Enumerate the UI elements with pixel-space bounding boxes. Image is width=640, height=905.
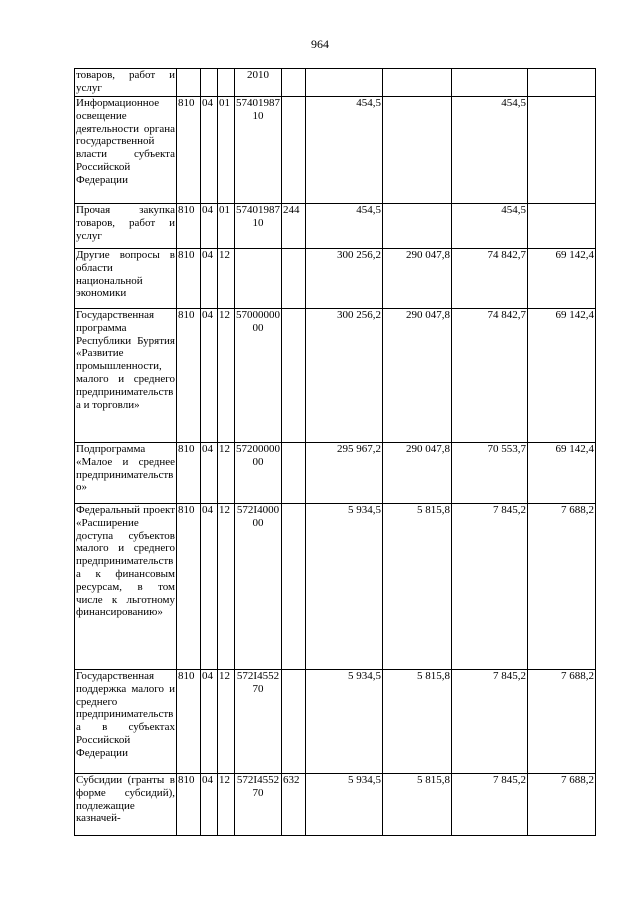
- rz-code: 04: [201, 443, 218, 504]
- vr-code: [282, 443, 306, 504]
- page-number: 964: [311, 37, 329, 51]
- rz-code: 04: [201, 309, 218, 443]
- csr-code: 572I455270: [235, 670, 282, 774]
- row-name: товаров, работ и услуг: [75, 69, 177, 97]
- amount-4: 7 688,2: [528, 504, 596, 670]
- amount-1: 454,5: [306, 204, 383, 249]
- amount-2: 5 815,8: [383, 774, 452, 836]
- amount-3: 70 553,7: [452, 443, 528, 504]
- amount-2: [383, 97, 452, 204]
- csr-code: 5740198710: [235, 204, 282, 249]
- table-row: [75, 97, 596, 204]
- vr-code: [282, 670, 306, 774]
- amount-4: 7 688,2: [528, 670, 596, 774]
- amount-4: 69 142,4: [528, 309, 596, 443]
- table-row: [75, 774, 596, 836]
- pr-code: 01: [218, 204, 235, 249]
- amount-4: 69 142,4: [528, 249, 596, 309]
- amount-1: 5 934,5: [306, 774, 383, 836]
- row-name: Государственная программа Республики Бурятия «Развитие промышленности, малого и среднего предпринимательства и торговли»: [75, 309, 177, 443]
- ved-code: [177, 69, 201, 97]
- table-row: [75, 504, 596, 670]
- amount-2: 290 047,8: [383, 443, 452, 504]
- csr-code: 572I455270: [235, 774, 282, 836]
- csr-code: 5720000000: [235, 443, 282, 504]
- amount-1: [306, 69, 383, 97]
- csr-code: 2010: [235, 69, 282, 97]
- rz-code: 04: [201, 97, 218, 204]
- amount-3: 74 842,7: [452, 249, 528, 309]
- amount-4: [528, 69, 596, 97]
- pr-code: 12: [218, 249, 235, 309]
- csr-code: 5740198710: [235, 97, 282, 204]
- amount-2: 290 047,8: [383, 249, 452, 309]
- row-name: Подпрограмма «Малое и среднее предпринимательство»: [75, 443, 177, 504]
- amount-3: 454,5: [452, 204, 528, 249]
- vr-code: 244: [282, 204, 306, 249]
- table-row: [75, 204, 596, 249]
- pr-code: 12: [218, 309, 235, 443]
- ved-code: 810: [177, 309, 201, 443]
- amount-2: 5 815,8: [383, 670, 452, 774]
- csr-code: 572I400000: [235, 504, 282, 670]
- amount-3: [452, 69, 528, 97]
- pr-code: 01: [218, 97, 235, 204]
- vr-code: [282, 69, 306, 97]
- amount-4: [528, 204, 596, 249]
- table-row: [75, 670, 596, 774]
- table-row: [75, 443, 596, 504]
- rz-code: [201, 69, 218, 97]
- row-name: Информационное освещение деятельности органа государственной власти субъекта Российской Федерации: [75, 97, 177, 204]
- vr-code: 632: [282, 774, 306, 836]
- row-name: Субсидии (гранты в форме субсидий), подлежащие казначей-: [75, 774, 177, 836]
- row-name: Государственная поддержка малого и среднего предпринимательства в субъектах Российской Федерации: [75, 670, 177, 774]
- table-row: [75, 249, 596, 309]
- ved-code: 810: [177, 443, 201, 504]
- row-name: Федеральный проект «Расширение доступа субъектов малого и среднего предпринимательства к финансовым ресурсам, в том числе к льготному финансированию»: [75, 504, 177, 670]
- vr-code: [282, 97, 306, 204]
- row-name: Другие вопросы в области национальной экономики: [75, 249, 177, 309]
- amount-1: 300 256,2: [306, 309, 383, 443]
- amount-3: 7 845,2: [452, 670, 528, 774]
- vr-code: [282, 504, 306, 670]
- amount-3: 7 845,2: [452, 774, 528, 836]
- rz-code: 04: [201, 249, 218, 309]
- rz-code: 04: [201, 774, 218, 836]
- ved-code: 810: [177, 97, 201, 204]
- amount-1: 5 934,5: [306, 504, 383, 670]
- ved-code: 810: [177, 670, 201, 774]
- amount-4: [528, 97, 596, 204]
- amount-2: 5 815,8: [383, 504, 452, 670]
- ved-code: 810: [177, 504, 201, 670]
- amount-1: 300 256,2: [306, 249, 383, 309]
- amount-2: [383, 204, 452, 249]
- budget-table: [74, 68, 596, 836]
- amount-3: 454,5: [452, 97, 528, 204]
- amount-2: 290 047,8: [383, 309, 452, 443]
- table-row: [75, 69, 596, 97]
- amount-3: 74 842,7: [452, 309, 528, 443]
- amount-2: [383, 69, 452, 97]
- pr-code: [218, 69, 235, 97]
- table-body: [75, 69, 596, 836]
- csr-code: 5700000000: [235, 309, 282, 443]
- pr-code: 12: [218, 443, 235, 504]
- vr-code: [282, 309, 306, 443]
- pr-code: 12: [218, 504, 235, 670]
- ved-code: 810: [177, 774, 201, 836]
- csr-code: [235, 249, 282, 309]
- pr-code: 12: [218, 670, 235, 774]
- ved-code: 810: [177, 249, 201, 309]
- amount-1: 454,5: [306, 97, 383, 204]
- amount-3: 7 845,2: [452, 504, 528, 670]
- rz-code: 04: [201, 670, 218, 774]
- rz-code: 04: [201, 504, 218, 670]
- amount-4: 69 142,4: [528, 443, 596, 504]
- table-row: [75, 309, 596, 443]
- row-name: Прочая закупка товаров, работ и услуг: [75, 204, 177, 249]
- ved-code: 810: [177, 204, 201, 249]
- rz-code: 04: [201, 204, 218, 249]
- amount-1: 295 967,2: [306, 443, 383, 504]
- pr-code: 12: [218, 774, 235, 836]
- amount-1: 5 934,5: [306, 670, 383, 774]
- amount-4: 7 688,2: [528, 774, 596, 836]
- vr-code: [282, 249, 306, 309]
